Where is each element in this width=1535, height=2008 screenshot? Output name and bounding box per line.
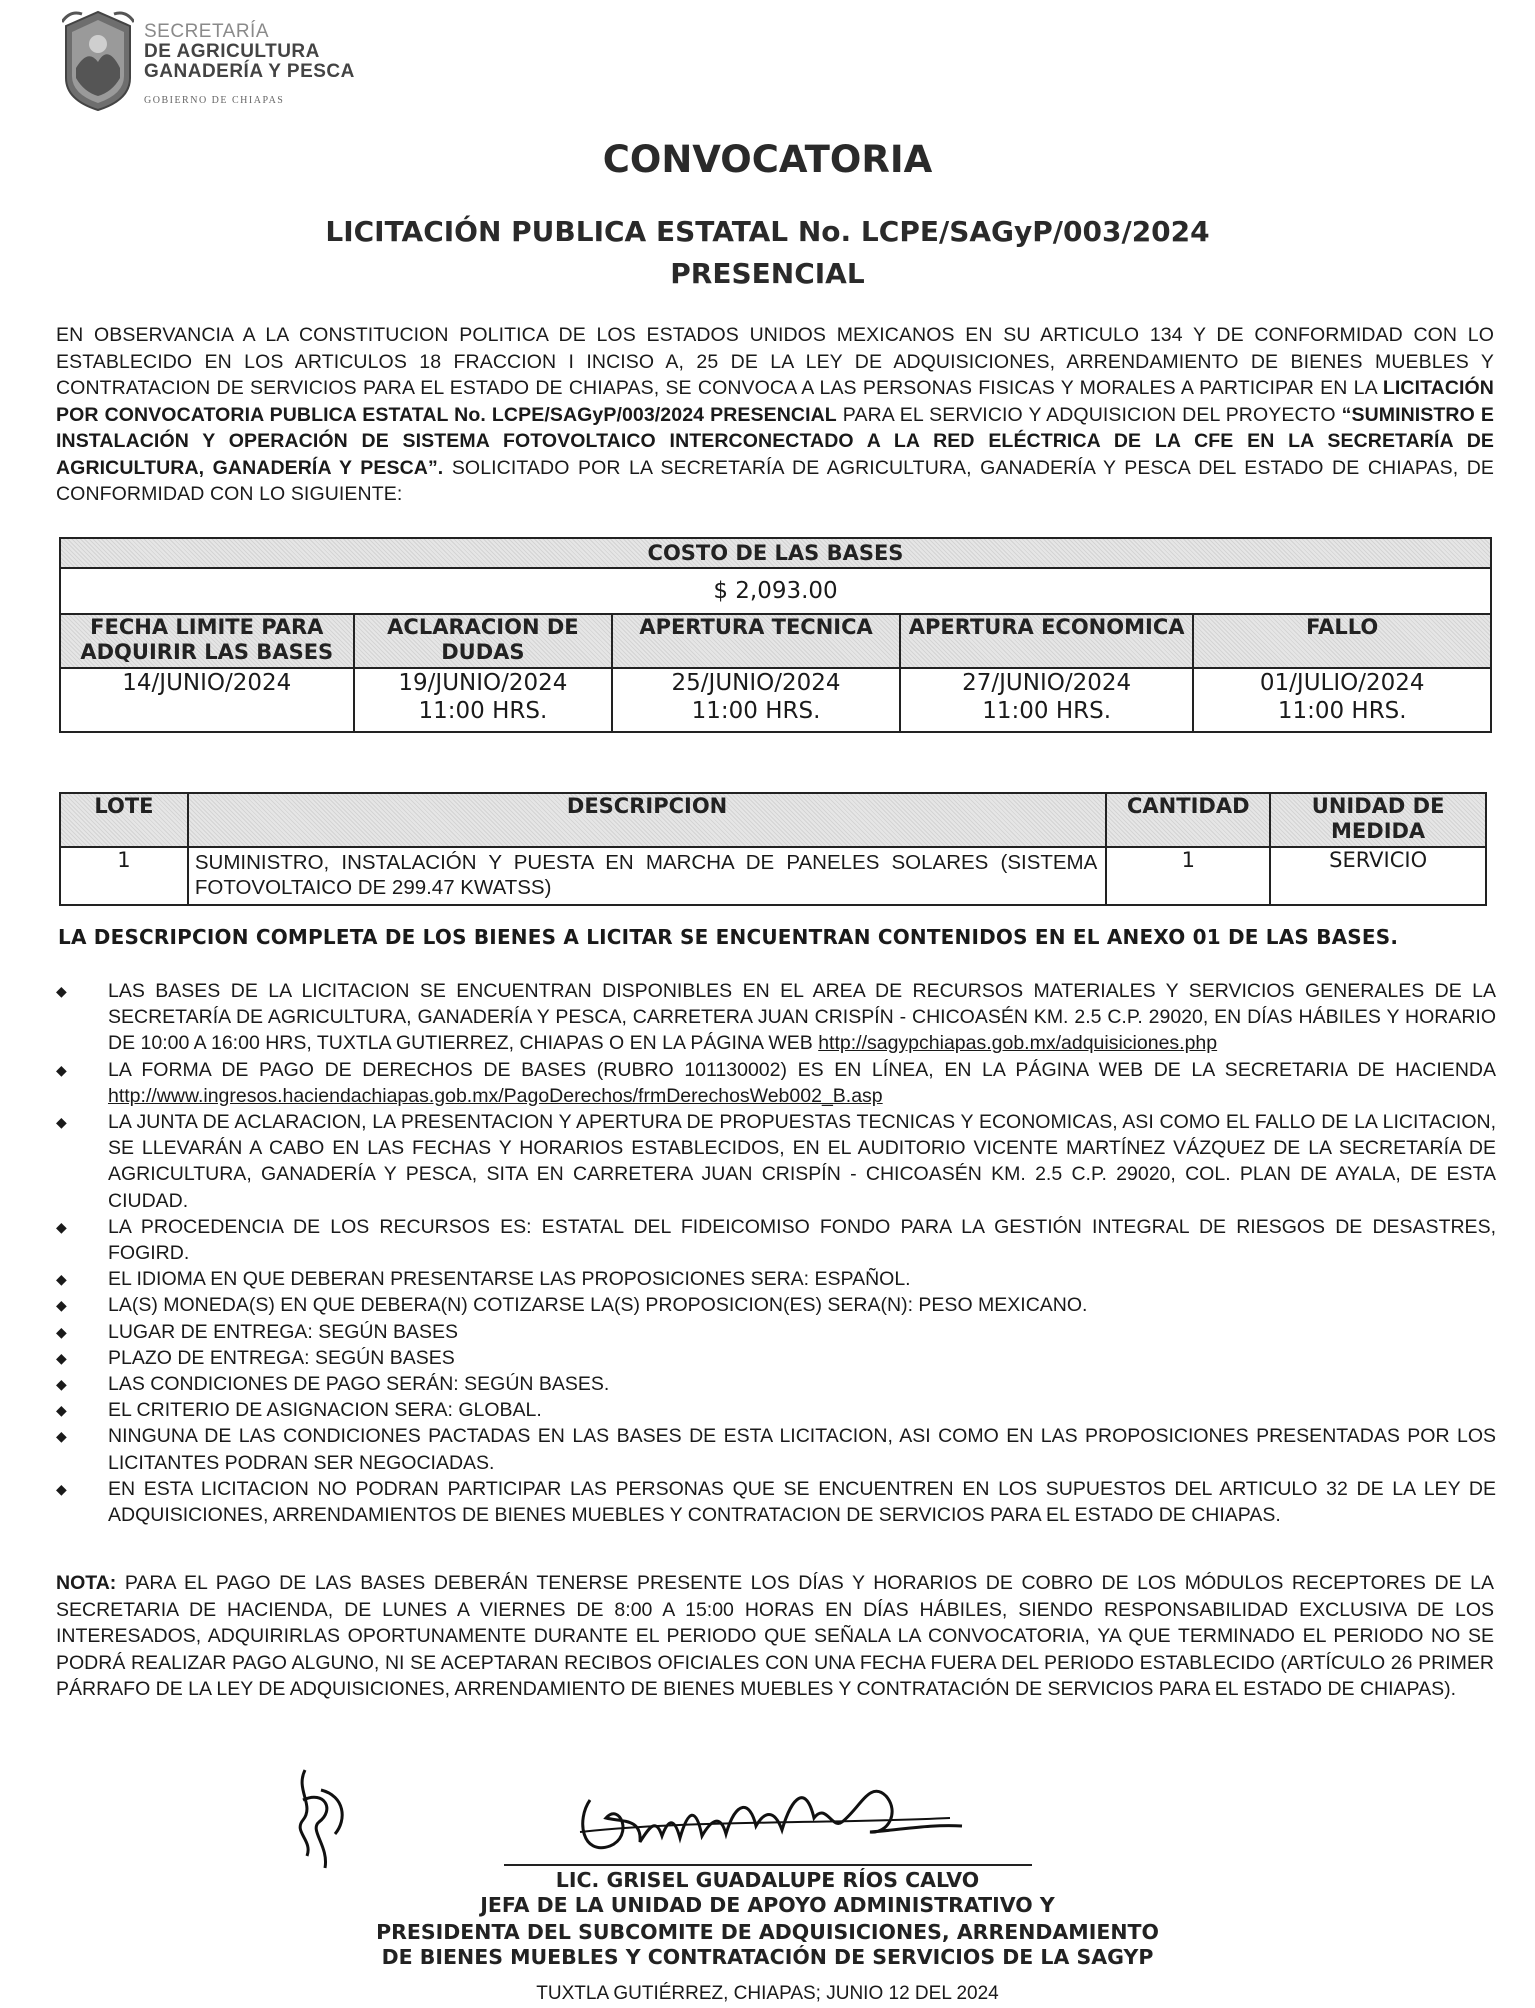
schedule-value-cell: 14/JUNIO/2024	[60, 668, 354, 732]
list-item: ◆ LAS CONDICIONES DE PAGO SERÁN: SEGÚN BASES.	[56, 1371, 1496, 1397]
schedule-header-cell: APERTURA TECNICA	[612, 614, 900, 668]
bases-web-link[interactable]: http://sagypchiapas.gob.mx/adquisiciones.php	[818, 1032, 1218, 1055]
bullet-icon: ◆	[56, 1349, 67, 1366]
cost-label: COSTO DE LAS BASES	[60, 538, 1491, 568]
item-unidad: SERVICIO	[1270, 847, 1486, 905]
list-item: ◆ LUGAR DE ENTREGA: SEGÚN BASES	[56, 1319, 1496, 1345]
bullet-icon: ◆	[56, 1480, 67, 1497]
list-item: ◆ LA PROCEDENCIA DE LOS RECURSOS ES: ESTATAL DEL FIDEICOMISO FONDO PARA LA GESTIÓN INTEGRAL DE RIESGOS DE DESASTRES, FOGIRD.	[56, 1215, 1496, 1265]
schedule-value-cell: 27/JUNIO/2024 11:00 HRS.	[900, 668, 1194, 732]
items-header-descripcion: DESCRIPCION	[188, 793, 1106, 847]
list-item: ◆ EL CRITERIO DE ASIGNACION SERA: GLOBAL.	[56, 1397, 1496, 1423]
signer-title-1: JEFA DE LA UNIDAD DE APOYO ADMINISTRATIVO Y	[480, 1893, 1055, 1917]
schedule-header-cell: ACLARACION DE DUDAS	[354, 614, 613, 668]
schedule-value-cell: 01/JULIO/2024 11:00 HRS.	[1193, 668, 1491, 732]
bullet-icon: ◆	[56, 1297, 67, 1314]
list-item: ◆ LA JUNTA DE ACLARACION, LA PRESENTACION Y APERTURA DE PROPUESTAS TECNICAS Y ECONOMICAS, ASI COMO EL FALLO DE LA LICITACION, SE LLEVARÁN A CABO EN LAS FECHAS Y HORARIOS ESTABLECIDOS, EN EL AUDITORIO VICENTE MARTÍNEZ VÁZQUEZ DE LA SECRETARÍA DE AGRICULTURA, GANADERÍA Y PESCA, SITA EN CARRETERA JUAN CRISPÍN - CHICOASÉN KM. 2.5 C.P. 29020, COL. PLAN DE AYALA, DE ESTA CIUDAD.	[56, 1111, 1496, 1212]
schedule-value-cell: 25/JUNIO/2024 11:00 HRS.	[612, 668, 900, 732]
bullet-icon: ◆	[56, 1271, 67, 1288]
schedule-header-cell: FECHA LIMITE PARA ADQUIRIR LAS BASES	[60, 614, 354, 668]
list-item: ◆ PLAZO DE ENTREGA: SEGÚN BASES	[56, 1345, 1496, 1371]
table-row	[60, 847, 1486, 905]
signer-title-2: PRESIDENTA DEL SUBCOMITE DE ADQUISICIONES, ARRENDAMIENTO	[376, 1920, 1159, 1944]
schedule-header-cell: APERTURA ECONOMICA	[900, 614, 1194, 668]
coat-of-arms-icon	[62, 8, 134, 112]
logo-line-2: DE AGRICULTURA	[144, 41, 320, 62]
bullet-icon: ◆	[56, 1428, 67, 1445]
payment-web-link[interactable]: http://www.ingresos.haciendachiapas.gob.mx/PagoDerechos/frmDerechosWeb002_B.asp	[108, 1084, 883, 1107]
item-cantidad: 1	[1106, 847, 1270, 905]
list-item: ◆ LA(S) MONEDA(S) EN QUE DEBERA(N) COTIZARSE LA(S) PROPOSICION(ES) SERA(N): PESO MEXICANO.	[56, 1292, 1496, 1318]
note-label: NOTA:	[56, 1572, 117, 1594]
cost-value: $ 2,093.00	[60, 568, 1491, 614]
signer-title-3: DE BIENES MUEBLES Y CONTRATACIÓN DE SERVICIOS DE LA SAGYP	[381, 1945, 1154, 1969]
bullet-icon: ◆	[56, 1402, 67, 1419]
items-header-unidad: UNIDAD DE MEDIDA	[1270, 793, 1486, 847]
list-item: ◆ NINGUNA DE LAS CONDICIONES PACTADAS EN LAS BASES DE ESTA LICITACION, ASI COMO EN LAS PROPOSICIONES PRESENTADAS POR LOS LICITANTES PODRAN SER NEGOCIADAS.	[56, 1425, 1496, 1474]
schedule-value-cell: 19/JUNIO/2024 11:00 HRS.	[354, 668, 613, 732]
list-item: ◆ EL IDIOMA EN QUE DEBERAN PRESENTARSE LAS PROPOSICIONES SERA: ESPAÑOL.	[56, 1266, 1496, 1292]
item-lote: 1	[60, 847, 188, 905]
logo-line-1: SECRETARÍA	[144, 21, 270, 42]
list-item: ◆ LA FORMA DE PAGO DE DERECHOS DE BASES (RUBRO 101130002) ES EN LÍNEA, EN LA PÁGINA WEB DE LA SECRETARIA DE HACIENDA http://www.ingresos.haciendachiapas.gob.mx/PagoDerechos/frmDerechosWeb002_B.asp	[56, 1058, 1496, 1107]
schedule-table	[59, 537, 1492, 733]
logo-subtitle: GOBIERNO DE CHIAPAS	[144, 95, 285, 106]
conditions-list	[56, 978, 1496, 1528]
item-descripcion: SUMINISTRO, INSTALACIÓN Y PUESTA EN MARCHA DE PANELES SOLARES (SISTEMA FOTOVOLTAICO DE 299.47 KWATSS)	[188, 847, 1106, 905]
signature-icon	[570, 1760, 970, 1870]
bullet-icon: ◆	[56, 1376, 67, 1393]
bullet-icon: ◆	[56, 1323, 67, 1340]
signature-line	[504, 1864, 1032, 1866]
complete-description-note: LA DESCRIPCION COMPLETA DE LOS BIENES A LICITAR SE ENCUENTRAN CONTENIDOS EN EL ANEXO 01 DE LAS BASES.	[58, 925, 1399, 949]
intro-paragraph: EN OBSERVANCIA A LA CONSTITUCION POLITICA DE LOS ESTADOS UNIDOS MEXICANOS EN SU ARTICULO 134 Y DE CONFORMIDAD CON LO ESTABLECIDO EN LOS ARTICULOS 18 FRACCION I INCISO A, 25 DE LA LEY DE ADQUISICIONES, ARRENDAMIENTO DE BIENES MUEBLES Y CONTRATACION DE SERVICIOS PARA EL ESTADO DE CHIAPAS, SE CONVOCA A LAS PERSONAS FISICAS Y MORALES A PARTICIPAR EN LA LICITACIÓN POR CONVOCATORIA PUBLICA ESTATAL No. LCPE/SAGyP/003/2024 PRESENCIAL PARA EL SERVICIO Y ADQUISICION DEL PROYECTO “SUMINISTRO E INSTALACIÓN Y OPERACIÓN DE SISTEMA FOTOVOLTAICO INTERCONECTADO A LA RED ELÉCTRICA DE LA CFE EN LA SECRETARÍA DE AGRICULTURA, GANADERÍA Y PESCA”. SOLICITADO POR LA SECRETARÍA DE AGRICULTURA, GANADERÍA Y PESCA DEL ESTADO DE CHIAPAS, DE CONFORMIDAD CON LO SIGUIENTE:	[56, 324, 1494, 505]
signer-name: LIC. GRISEL GUADALUPE RÍOS CALVO	[555, 1868, 980, 1892]
bullet-icon: ◆	[56, 1061, 67, 1078]
items-header-cantidad: CANTIDAD	[1106, 793, 1270, 847]
logo-line-3: GANADERÍA Y PESCA	[144, 61, 355, 82]
bullet-icon: ◆	[56, 1114, 67, 1131]
bullet-icon: ◆	[56, 983, 67, 999]
tender-number: LICITACIÓN PUBLICA ESTATAL No. LCPE/SAGyP/003/2024	[325, 215, 1210, 248]
initials-mark-icon	[285, 1760, 375, 1880]
list-item: ◆ LAS BASES DE LA LICITACION SE ENCUENTRAN DISPONIBLES EN EL AREA DE RECURSOS MATERIALES Y SERVICIOS GENERALES DE LA SECRETARÍA DE AGRICULTURA, GANADERÍA Y PESCA, CARRETERA JUAN CRISPÍN - CHICOASÉN KM. 2.5 C.P. 29020, EN DÍAS HÁBILES Y HORARIO DE 10:00 A 16:00 HRS, TUXTLA GUTIERREZ, CHIAPAS O EN LA PÁGINA WEB http://sagypchiapas.gob.mx/adquisiciones.php	[56, 980, 1496, 1055]
agency-logo	[62, 8, 362, 118]
place-and-date: TUXTLA GUTIÉRREZ, CHIAPAS; JUNIO 12 DEL 2024	[536, 1983, 999, 2004]
items-table	[59, 792, 1487, 906]
page-title: CONVOCATORIA	[602, 138, 933, 181]
list-item: ◆ EN ESTA LICITACION NO PODRAN PARTICIPAR LAS PERSONAS QUE SE ENCUENTREN EN LOS SUPUESTOS DEL ARTICULO 32 DE LA LEY DE ADQUISICIONES, ARRENDAMIENTOS DE BIENES MUEBLES Y CONTRATACION DE SERVICIOS PARA EL ESTADO DE CHIAPAS.	[56, 1477, 1496, 1527]
payment-note: NOTA: PARA EL PAGO DE LAS BASES DEBERÁN TENERSE PRESENTE LOS DÍAS Y HORARIOS DE COBRO DE LOS MÓDULOS RECEPTORES DE LA SECRETARIA DE HACIENDA, DE LUNES A VIERNES DE 8:00 A 15:00 HORAS EN DÍAS HÁBILES, SIENDO RESPONSABILIDAD EXCLUSIVA DE LOS INTERESADOS, ADQUIRIRLAS OPORTUNAMENTE DURANTE EL PERIODO QUE SEÑALA LA CONVOCATORIA, YA QUE TERMINADO EL PERIODO NO SE PODRÁ REALIZAR PAGO ALGUNO, NI SE ACEPTARAN RECIBOS OFICIALES CON UNA FECHA FUERA DEL PERIODO ESTABLECIDO (ARTÍCULO 26 PRIMER PÁRRAFO DE LA LEY DE ADQUISICIONES, ARRENDAMIENTO DE BIENES MUEBLES Y CONTRATACIÓN DE SERVICIOS PARA EL ESTADO DE CHIAPAS).	[56, 1572, 1494, 1700]
tender-modality: PRESENCIAL	[670, 257, 865, 290]
schedule-header-cell: FALLO	[1193, 614, 1491, 668]
bullet-icon: ◆	[56, 1218, 67, 1235]
items-header-lote: LOTE	[60, 793, 188, 847]
